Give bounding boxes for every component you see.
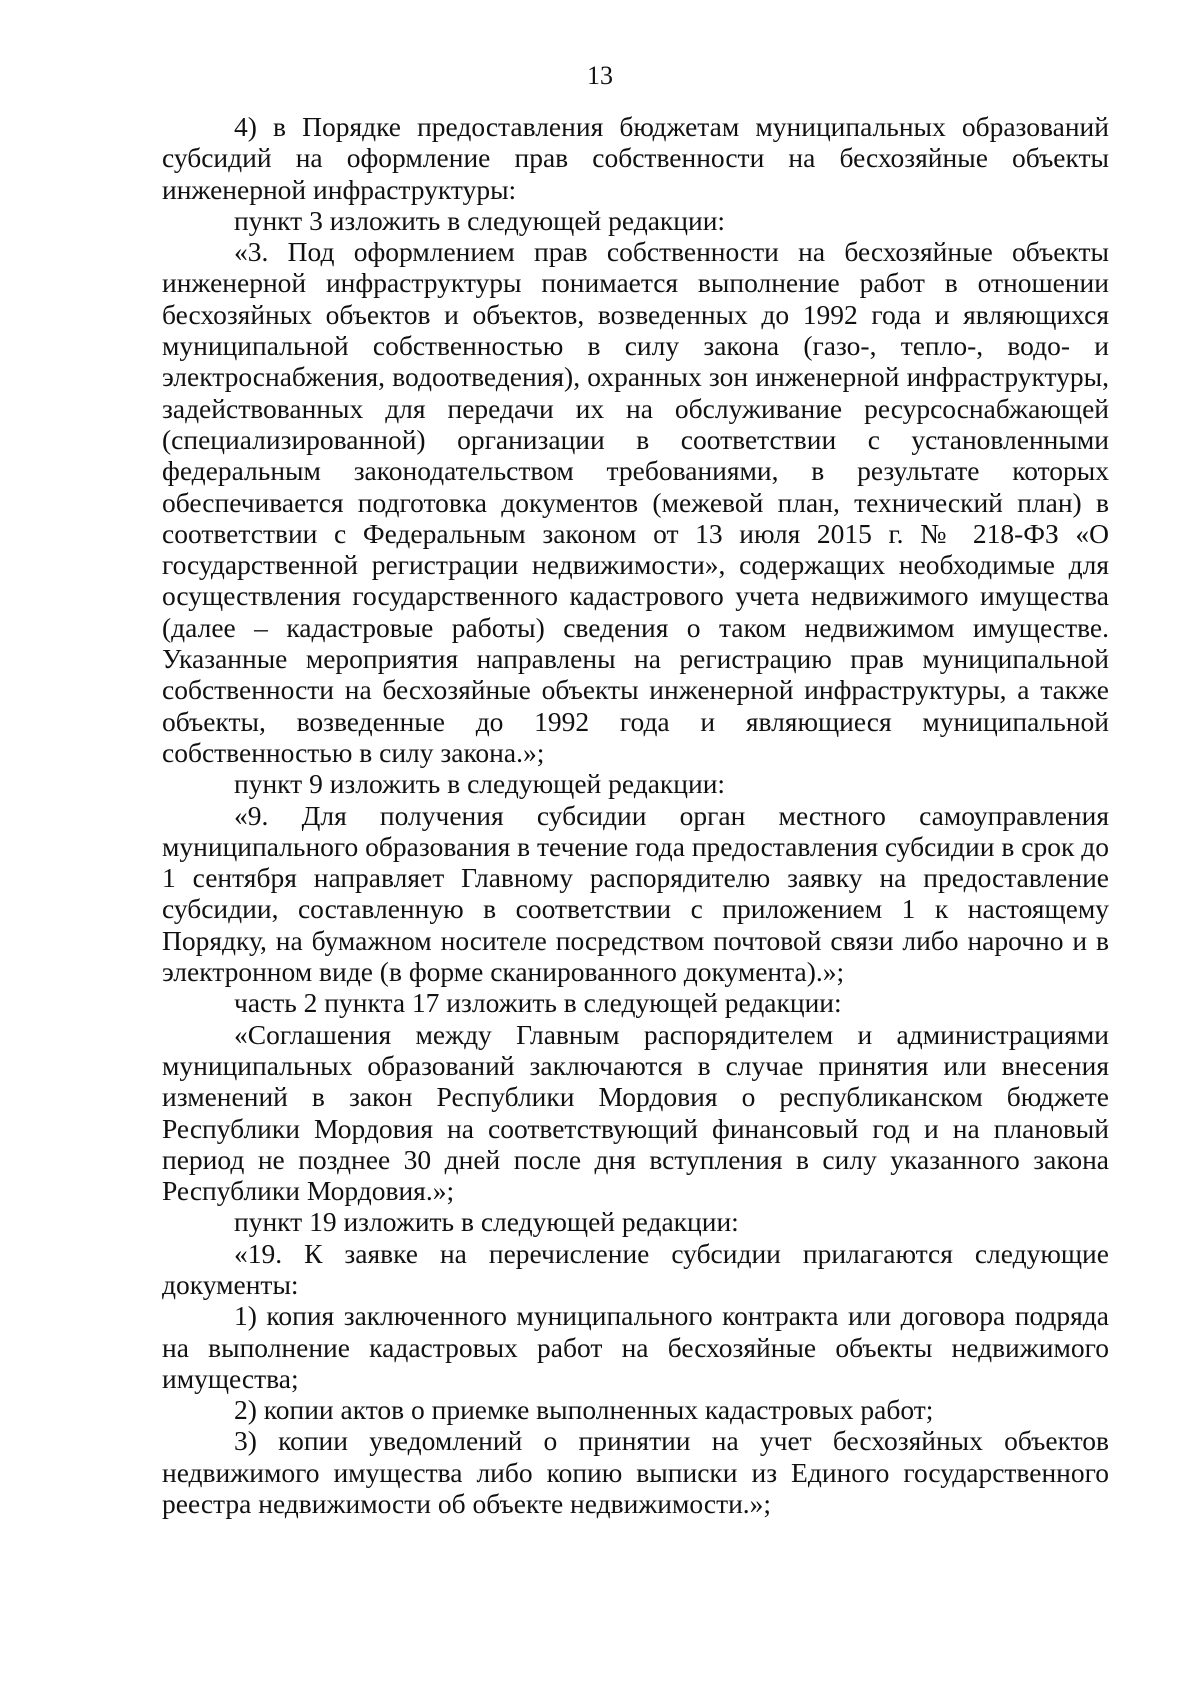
paragraph-item-4-intro: 4) в Порядке предоставления бюджетам муниципальных образований субсидий на оформление прав собственности на бесхозяйные объекты инженерной инфраструктуры: [162,111,1109,205]
paragraph-point-19-instruction: пункт 19 изложить в следующей редакции: [234,1206,739,1238]
paragraph-point-17-instruction: часть 2 пункта 17 изложить в следующей редакции: [234,987,842,1019]
paragraph-list-item-3: 3) копии уведомлений о принятии на учет бесхозяйных объектов недвижимого имущества либо копию выписки из Единого государственного реестра недвижимости об объекте недвижимости.»; [162,1425,1109,1520]
paragraph-point-9-text: «9. Для получения субсидии орган местного самоуправления муниципального образования в течение года предоставления субсидии в срок до 1 сентября направляет Главному распорядителю заявку на предоставление субсидии, составленную в соответствии с приложением 1 к настоящему Порядку, на бумажном носителе посредством почтовой связи либо нарочно и в электронном виде (в форме сканированного документа).»; [162,799,1109,988]
paragraph-list-item-2: 2) копии актов о приемке выполненных кадастровых работ; [234,1394,934,1426]
paragraph-point-9-instruction: пункт 9 изложить в следующей редакции: [234,768,726,800]
paragraph-list-item-1: 1) копия заключенного муниципального контракта или договора подряда на выполнение кадастровых работ на бесхозяйные объекты недвижимого имущества; [162,1300,1109,1394]
paragraph-point-19-text: «19. К заявке на перечисление субсидии прилагаются следующие документы: [162,1237,1109,1300]
paragraph-point-3-text: «3. Под оформлением прав собственности на бесхозяйные объекты инженерной инфраструктуры понимается выполнение работ в отношении бесхозяйных объектов и объектов, возведенных до 1992 года и являющихся муниципальной собственностью в силу закона (газо-, тепло-, водо- и электроснабжения, водоотведения), охранных зон инженерной инфраструктуры, задействованных для передачи их на обслуживание ресурсоснабжающей (специализированной) организации в соответствии с установленными федеральным законодательством требованиями, в результате которых обеспечивается подготовка документов (межевой план, технический план) в соответствии с Федеральным законом от 13 июля 2015 г. № 218-ФЗ «О государственной регистрации недвижимости», содержащих необходимые для осуществления государственного кадастрового учета недвижимого имущества (далее – кадастровые работы) сведения о таком недвижимом имуществе. Указанные мероприятия направлены на регистрацию прав муниципальной собственности на бесхозяйные объекты инженерной инфраструктуры, а также объекты, возведенные до 1992 года и являющиеся муниципальной собственностью в силу закона.»; [162,236,1109,768]
page-number: 13 [587,61,613,90]
document-body [162,111,1109,1519]
paragraph-point-3-instruction: пункт 3 изложить в следующей редакции: [234,204,726,236]
paragraph-point-17-text: «Соглашения между Главным распорядителем и администрациями муниципальных образований заключаются в случае принятия или внесения изменений в закон Республики Мордовия о республиканском бюджете Республики Мордовия на соответствующий финансовый год и на плановый период не позднее 30 дней после дня вступления в силу указанного закона Республики Мордовия.»; [162,1018,1109,1207]
